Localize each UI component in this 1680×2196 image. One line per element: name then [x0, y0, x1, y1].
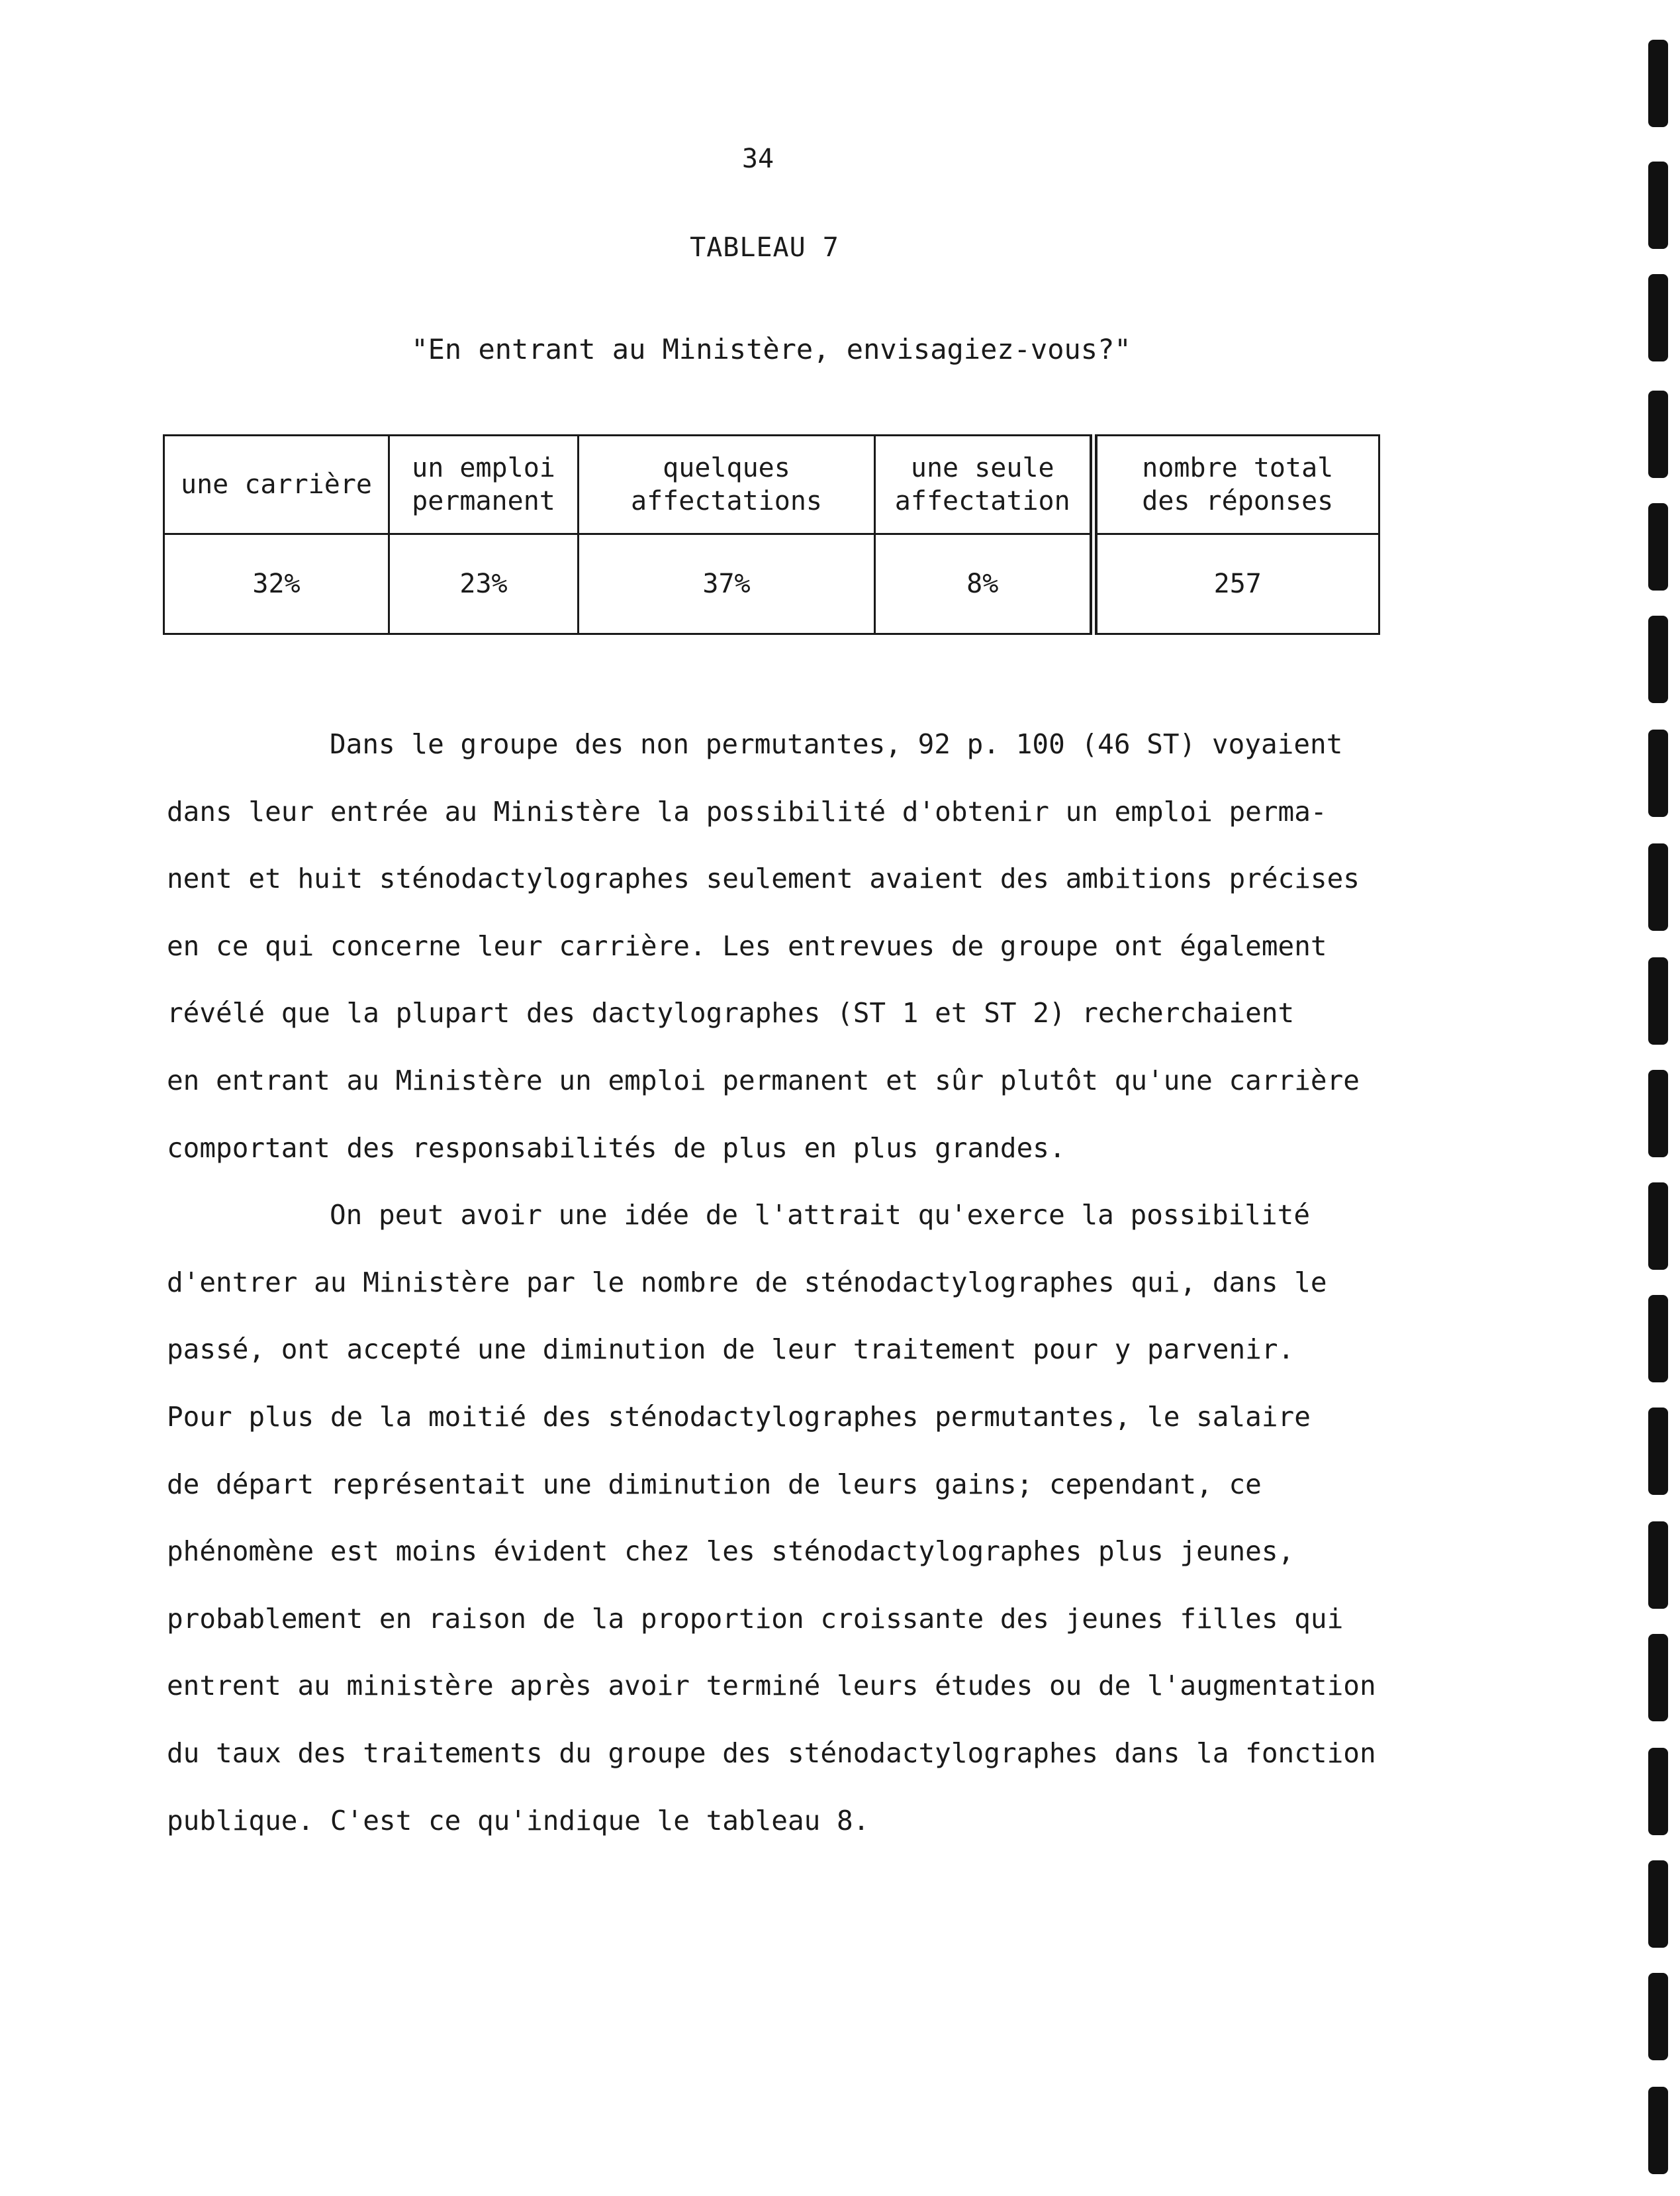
table-question: "En entrant au Ministère, envisagiez-vous?" [411, 333, 1131, 365]
value-quelques-affectations: 37% [579, 534, 875, 634]
header-nombre-total: nombre total des réponses [1094, 436, 1379, 534]
punch-hole [1648, 1973, 1668, 2060]
body-line: phénomène est moins évident chez les sténodactylographes plus jeunes, [167, 1535, 1295, 1568]
body-line: en ce qui concerne leur carrière. Les entrevues de groupe ont également [167, 930, 1327, 962]
punch-hole [1648, 1521, 1668, 1609]
body-line: probablement en raison de la proportion croissante des jeunes filles qui [167, 1602, 1344, 1635]
body-line: révélé que la plupart des dactylographes (ST 1 et ST 2) recherchaient [167, 997, 1295, 1029]
header-une-carriere: une carrière [164, 436, 389, 534]
punch-hole [1648, 274, 1668, 361]
punch-hole [1648, 1748, 1668, 1835]
punch-hole [1648, 1408, 1668, 1495]
punch-hole [1648, 957, 1668, 1045]
body-text [167, 711, 1411, 1854]
body-line: Dans le groupe des non permutantes, 92 p. 100 (46 ST) voyaient [330, 728, 1343, 760]
body-line: dans leur entrée au Ministère la possibilité d'obtenir un emploi perma- [167, 795, 1327, 828]
punch-hole [1648, 1860, 1668, 1948]
body-line: publique. C'est ce qu'indique le tableau 8. [167, 1804, 870, 1837]
value-emploi-permanent: 23% [389, 534, 579, 634]
punch-hole [1648, 1182, 1668, 1270]
body-line: d'entrer au Ministère par le nombre de sténodactylographes qui, dans le [167, 1266, 1327, 1298]
value-une-carriere: 32% [164, 534, 389, 634]
body-line: de départ représentait une diminution de leurs gains; cependant, ce [167, 1468, 1262, 1500]
header-une-seule-affectation: une seule affectation [875, 436, 1094, 534]
punch-hole [1648, 730, 1668, 817]
survey-table [163, 434, 1380, 635]
punch-hole [1648, 1295, 1668, 1382]
body-line: en entrant au Ministère un emploi permanent et sûr plutôt qu'une carrière [167, 1064, 1360, 1096]
punch-hole [1648, 391, 1668, 478]
punch-hole [1648, 1634, 1668, 1721]
value-nombre-total: 257 [1094, 534, 1379, 634]
body-line: du taux des traitements du groupe des sténodactylographes dans la fonction [167, 1737, 1376, 1769]
header-emploi-permanent: un emploi permanent [389, 436, 579, 534]
value-une-seule-affectation: 8% [875, 534, 1094, 634]
header-quelques-affectations: quelques affectations [579, 436, 875, 534]
body-line: entrent au ministère après avoir terminé leurs études ou de l'augmentation [167, 1670, 1376, 1702]
body-line: comportant des responsabilités de plus en plus grandes. [167, 1131, 1066, 1164]
punch-hole [1648, 843, 1668, 931]
body-line: On peut avoir une idée de l'attrait qu'exerce la possibilité [330, 1199, 1311, 1231]
punch-hole [1648, 2087, 1668, 2174]
punch-hole [1648, 1070, 1668, 1157]
binder-punch-holes [1648, 0, 1680, 2196]
punch-hole [1648, 616, 1668, 703]
table-header-row [164, 436, 1379, 534]
table-values-row [164, 534, 1379, 634]
body-line: passé, ont accepté une diminution de leur traitement pour y parvenir. [167, 1333, 1295, 1366]
page-number: 34 [741, 144, 774, 174]
table-title: TABLEAU 7 [690, 232, 839, 263]
body-line: Pour plus de la moitié des sténodactylographes permutantes, le salaire [167, 1400, 1311, 1433]
body-line: nent et huit sténodactylographes seulement avaient des ambitions précises [167, 863, 1360, 895]
punch-hole [1648, 503, 1668, 591]
punch-hole [1648, 40, 1668, 127]
punch-hole [1648, 162, 1668, 249]
